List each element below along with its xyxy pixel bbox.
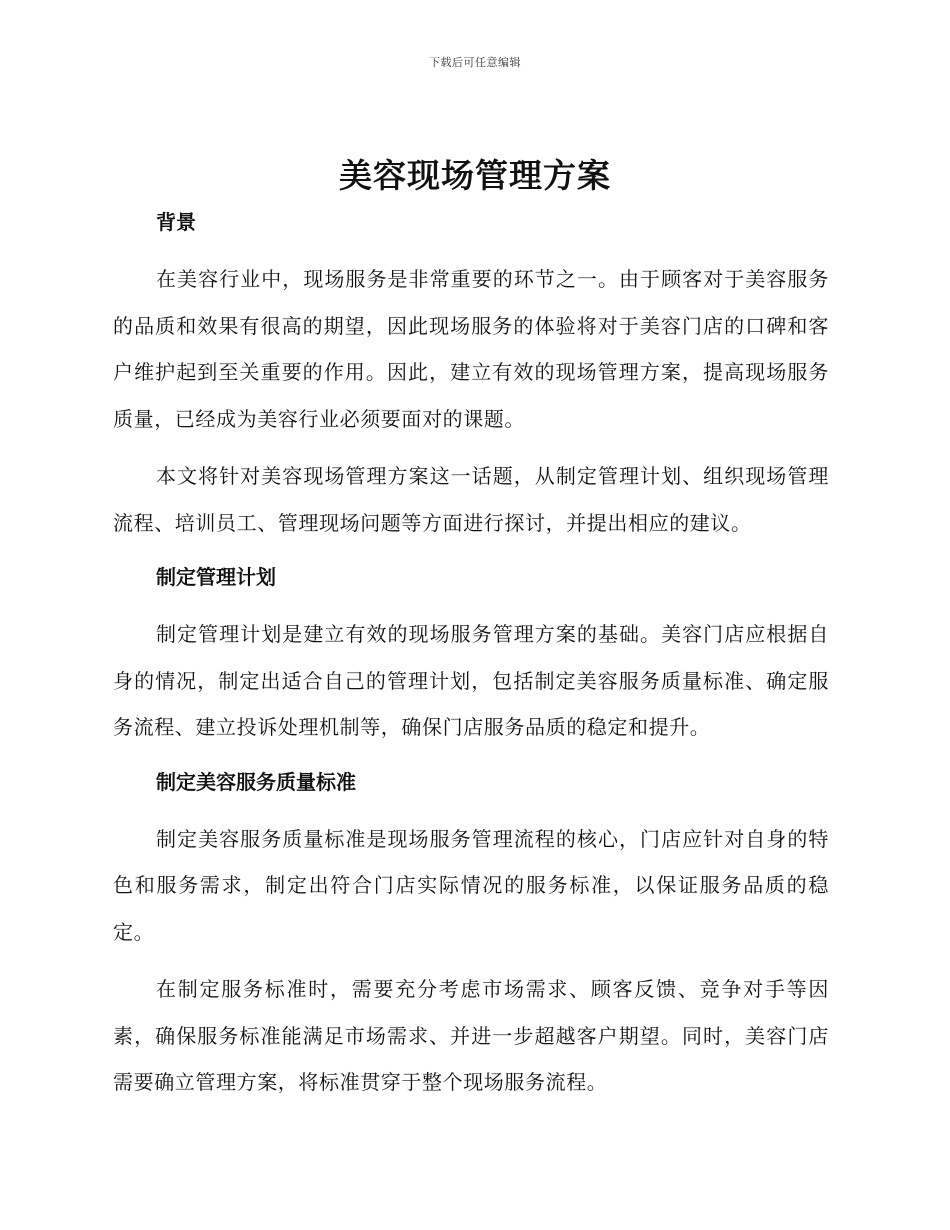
paragraph: 在制定服务标准时，需要充分考虑市场需求、顾客反馈、竞争对手等因素，确保服务标准能满足市场需求、并进一步超越客户期望。同时，美容门店需要确立管理方案，将标准贯穿于整个现场服务流程。 <box>113 977 829 1094</box>
header-note: 下载后可任意编辑 <box>429 56 521 69</box>
paragraph: 制定美容服务质量标准是现场服务管理流程的核心，门店应针对自身的特色和服务需求，制定出符合门店实际情况的服务标准，以保证服务品质的稳定。 <box>113 826 829 944</box>
paragraph: 本文将针对美容现场管理方案这一话题，从制定管理计划、组织现场管理流程、培训员工、管理现场问题等方面进行探讨，并提出相应的建议。 <box>113 464 829 535</box>
section-heading-background: 背景 <box>156 210 196 234</box>
paragraph: 在美容行业中，现场服务是非常重要的环节之一。由于顾客对于美容服务的品质和效果有很高的期望，因此现场服务的体验将对于美容门店的口碑和客户维护起到至关重要的作用。因此，建立有效的现场管理方案，提高现场服务质量，已经成为美容行业必须要面对的课题。 <box>113 267 829 431</box>
document-body <box>113 205 829 1106</box>
paragraph: 制定管理计划是建立有效的现场服务管理方案的基础。美容门店应根据自身的情况，制定出适合自己的管理计划，包括制定美容服务质量标准、确定服务流程、建立投诉处理机制等，确保门店服务品质的稳定和提升。 <box>113 622 829 739</box>
section-heading-plan: 制定管理计划 <box>156 565 276 589</box>
section-heading-standard: 制定美容服务质量标准 <box>156 769 356 794</box>
document-title: 美容现场管理方案 <box>339 156 611 195</box>
